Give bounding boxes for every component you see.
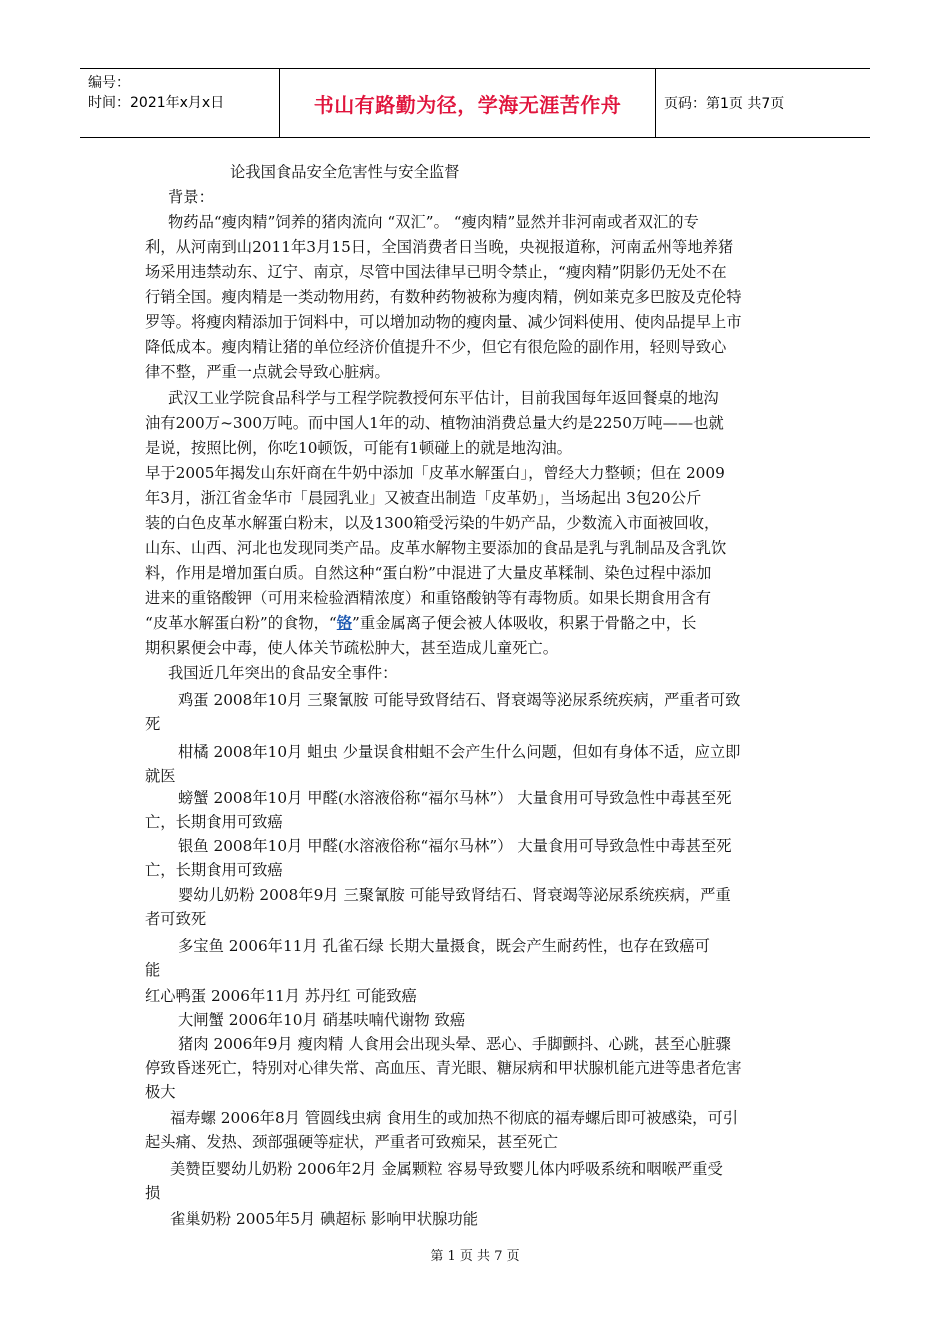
- event-line: 起头痛、发热、颈部强硬等症状，严重者可致痴呆，甚至死亡: [145, 1133, 559, 1151]
- event-line: 银鱼 2008年10月 甲醛(水溶液俗称“福尔马林”） 大量食用可导致急性中毒甚至死: [178, 837, 732, 855]
- header-meta-cell: [80, 69, 280, 137]
- p3-line: 山东、山西、河北也发现同类产品。皮革水解物主要添加的食品是乳与乳制品及含乳饮: [145, 539, 727, 557]
- event-line: 极大: [145, 1083, 176, 1101]
- event-line: 能: [145, 961, 161, 979]
- event-line: 停致昏迷死亡，特别对心律失常、高血压、青光眼、糖尿病和甲状腺机能亢进等患者危害: [145, 1059, 742, 1077]
- p3-line: 早于2005年揭发山东奸商在牛奶中添加「皮革水解蛋白」，曾经大力整顿；但在 2009: [145, 464, 725, 482]
- event-line: 损: [145, 1184, 161, 1202]
- chromium-link[interactable]: 铬: [336, 614, 353, 632]
- event-line: 福寿螺 2006年8月 管圆线虫病 食用生的或加热不彻底的福寿螺后即可被感染，可引: [170, 1109, 739, 1127]
- motto-text: 书山有路勤为径，学海无涯苦作舟: [313, 92, 622, 117]
- p3-line7-before: “皮革水解蛋白粉”的食物，“: [145, 614, 337, 632]
- event-line: 多宝鱼 2006年11月 孔雀石绿 长期大量摄食，既会产生耐药性，也存在致癌可: [178, 937, 710, 955]
- events-heading: 我国近几年突出的食品安全事件：: [168, 664, 398, 682]
- event-line: 就医: [145, 767, 176, 785]
- p2-line: 武汉工业学院食品科学与工程学院教授何东平估计，目前我国每年返回餐桌的地沟: [168, 389, 719, 407]
- event-line: 死: [145, 715, 161, 733]
- event-line: 螃蟹 2008年10月 甲醛(水溶液俗称“福尔马林”） 大量食用可导致急性中毒甚至死: [178, 789, 732, 807]
- document-header: [80, 68, 870, 138]
- article-title: 论我国食品安全危害性与安全监督: [230, 163, 460, 181]
- p1-line: 场采用违禁动东、辽宁、南京，尽管中国法律早已明令禁止，“瘦肉精”阴影仍无处不在: [145, 263, 727, 281]
- event-line: 鸡蛋 2008年10月 三聚氰胺 可能导致肾结石、肾衰竭等泌尿系统疾病，严重者可致: [178, 691, 741, 709]
- event-line: 亡，长期食用可致癌: [145, 813, 283, 831]
- p3-line: 年3月，浙江省金华市「晨园乳业」又被查出制造「皮革奶」，当场起出 3包20公斤: [145, 489, 702, 507]
- date-label: 时间：2021年x月x日: [88, 95, 225, 111]
- p2-line: 油有200万~300万吨。而中国人1年的动、植物油消费总量大约是2250万吨——也就: [145, 414, 724, 432]
- event-line: 婴幼儿奶粉 2008年9月 三聚氰胺 可能导致肾结石、肾衰竭等泌尿系统疾病，严重: [178, 886, 731, 904]
- event-line: 美赞臣婴幼儿奶粉 2006年2月 金属颗粒 容易导致婴儿体内呼吸系统和咽喉严重受: [170, 1160, 723, 1178]
- p3-line: 装的白色皮革水解蛋白粉末，以及1300箱受污染的牛奶产品，少数流入市面被回收，: [145, 514, 720, 532]
- p3-line: [145, 611, 805, 636]
- event-line: 红心鸭蛋 2006年11月 苏丹红 可能致癌: [145, 987, 417, 1005]
- p2-line: 是说，按照比例，你吃10顿饭，可能有1顿碰上的就是地沟油。: [145, 439, 572, 457]
- doc-number-label: 编号：: [88, 75, 130, 91]
- background-label: 背景：: [168, 188, 214, 206]
- header-motto-cell: [280, 69, 656, 137]
- event-line: 亡，长期食用可致癌: [145, 861, 283, 879]
- event-line: 者可致死: [145, 910, 207, 928]
- page-footer: 第 1 页 共 7 页: [430, 1249, 520, 1264]
- page-label: 页码：第1页 共7页: [664, 96, 785, 112]
- event-line: 柑橘 2008年10月 蛆虫 少量误食柑蛆不会产生什么问题，但如有身体不适，应立即: [178, 743, 741, 761]
- p3-line: 进来的重铬酸钾（可用来检验酒精浓度）和重铬酸钠等有毒物质。如果长期食用含有: [145, 589, 711, 607]
- p3-line: 期积累便会中毒，使人体关节疏松肿大，甚至造成儿童死亡。: [145, 639, 559, 657]
- event-line: 大闸蟹 2006年10月 硝基呋喃代谢物 致癌: [178, 1011, 466, 1029]
- p3-line7-after: ”重金属离子便会被人体吸收，积累于骨骼之中，长: [352, 614, 697, 632]
- p3-line: 料，作用是增加蛋白质。自然这种“蛋白粉”中混进了大量皮革糅制、染色过程中添加: [145, 564, 712, 582]
- event-line: 猪肉 2006年9月 瘦肉精 人食用会出现头晕、恶心、手脚颤抖、心跳，甚至心脏骤: [178, 1035, 731, 1053]
- event-line: 雀巢奶粉 2005年5月 碘超标 影响甲状腺功能: [170, 1210, 479, 1228]
- p1-line: 罗等。将瘦肉精添加于饲料中，可以增加动物的瘦肉量、减少饲料使用、使肉品提早上市: [145, 313, 742, 331]
- p1-line: 利，从河南到山2011年3月15日，全国消费者日当晚，央视报道称，河南孟州等地养猪: [145, 238, 734, 256]
- p1-line: 律不整，严重一点就会导致心脏病。: [145, 363, 390, 381]
- header-page-cell: [656, 69, 870, 137]
- p1-line: 行销全国。瘦肉精是一类动物用药，有数种药物被称为瘦肉精，例如莱克多巴胺及克伦特: [145, 288, 742, 306]
- p1-line: 降低成本。瘦肉精让猪的单位经济价值提升不少，但它有很危险的副作用，轻则导致心: [145, 338, 727, 356]
- p1-line: 物药品“瘦肉精”饲养的猪肉流向 “双汇”。 “瘦肉精”显然并非河南或者双汇的专: [168, 213, 699, 231]
